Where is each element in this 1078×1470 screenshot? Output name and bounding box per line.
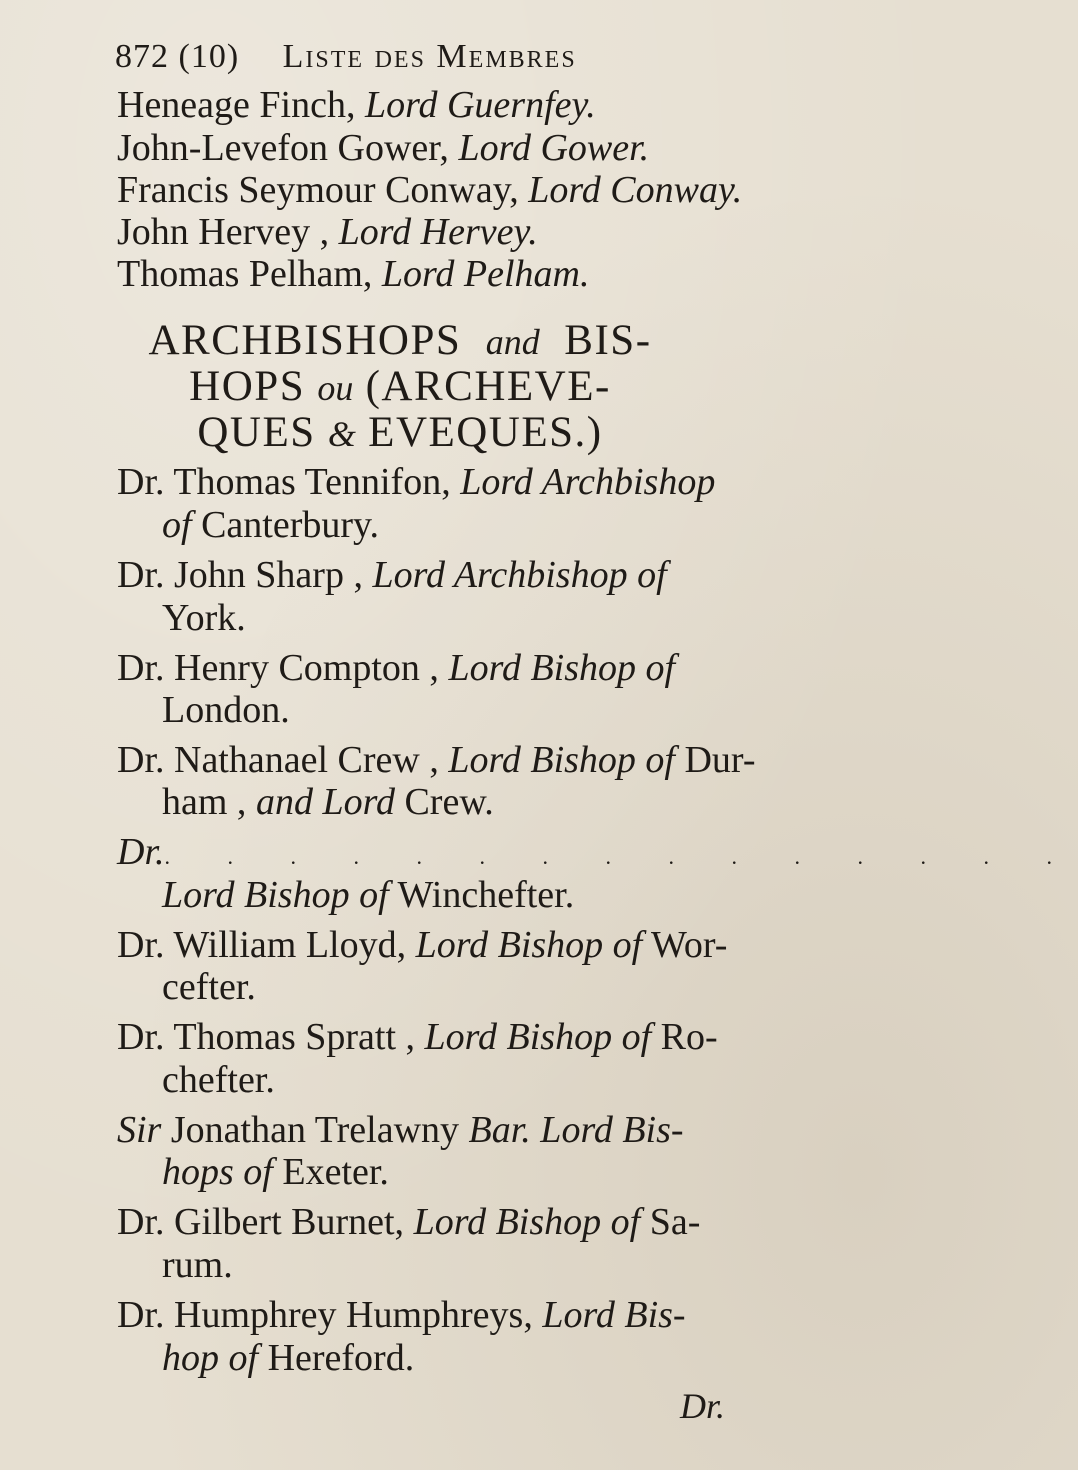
bishop-entry-continuation: hop of Hereford. xyxy=(162,1337,415,1379)
catchword: Dr. xyxy=(680,1386,726,1426)
running-title: Liste des Membres xyxy=(282,38,577,75)
bishop-entry-continuation: chefter. xyxy=(162,1059,275,1101)
bishop-entry-continuation: hops of Exeter. xyxy=(162,1151,389,1193)
page-number: 872 (10) xyxy=(115,38,240,75)
lord-entry: Heneage Finch, Lord Guernfey. xyxy=(117,84,596,126)
bishop-entry: Sir Jonathan Trelawny Bar. Lord Bis- xyxy=(117,1109,684,1151)
bishop-entry-continuation: York. xyxy=(162,597,246,639)
section-heading: ARCHBISHOPS and BIS- xyxy=(148,317,652,364)
bishop-entry-continuation: Lord Bishop of Winchefter. xyxy=(162,874,575,916)
bishop-entry-continuation: ham , and Lord Crew. xyxy=(162,781,494,823)
section-heading-line-3: QUES & EVEQUES.) xyxy=(197,409,603,456)
bishop-entry-continuation: cefter. xyxy=(162,966,256,1008)
bishop-entry: Dr.. . . . . . . . . . . . . . . xyxy=(117,831,1078,873)
lord-entry: Francis Seymour Conway, Lord Conway. xyxy=(117,169,743,211)
bishop-entry: Dr. Henry Compton , Lord Bishop of xyxy=(117,647,676,689)
bishop-entry: Dr. Thomas Tennifon, Lord Archbishop xyxy=(117,461,716,503)
bishop-entry: Dr. Thomas Spratt , Lord Bishop of Ro- xyxy=(117,1016,718,1058)
lord-entry: Thomas Pelham, Lord Pelham. xyxy=(117,253,590,295)
bishop-entry-continuation: of Canterbury. xyxy=(162,504,380,546)
bishop-entry: Dr. William Lloyd, Lord Bishop of Wor- xyxy=(117,924,728,966)
lord-entry: John-Levefon Gower, Lord Gower. xyxy=(117,127,650,169)
bishop-entry: Dr. Nathanael Crew , Lord Bishop of Dur- xyxy=(117,739,756,781)
bishop-entry: Dr. John Sharp , Lord Archbishop of xyxy=(117,554,667,596)
bishop-entry-continuation: London. xyxy=(162,689,290,731)
lord-entry: John Hervey , Lord Hervey. xyxy=(117,211,538,253)
bishop-entry: Dr. Humphrey Humphreys, Lord Bis- xyxy=(117,1294,686,1336)
page-header xyxy=(115,38,577,76)
bishop-entry-continuation: rum. xyxy=(162,1244,233,1286)
bishop-entry: Dr. Gilbert Burnet, Lord Bishop of Sa- xyxy=(117,1201,701,1243)
section-heading-line-2: HOPS ou (ARCHEVE- xyxy=(189,363,611,410)
